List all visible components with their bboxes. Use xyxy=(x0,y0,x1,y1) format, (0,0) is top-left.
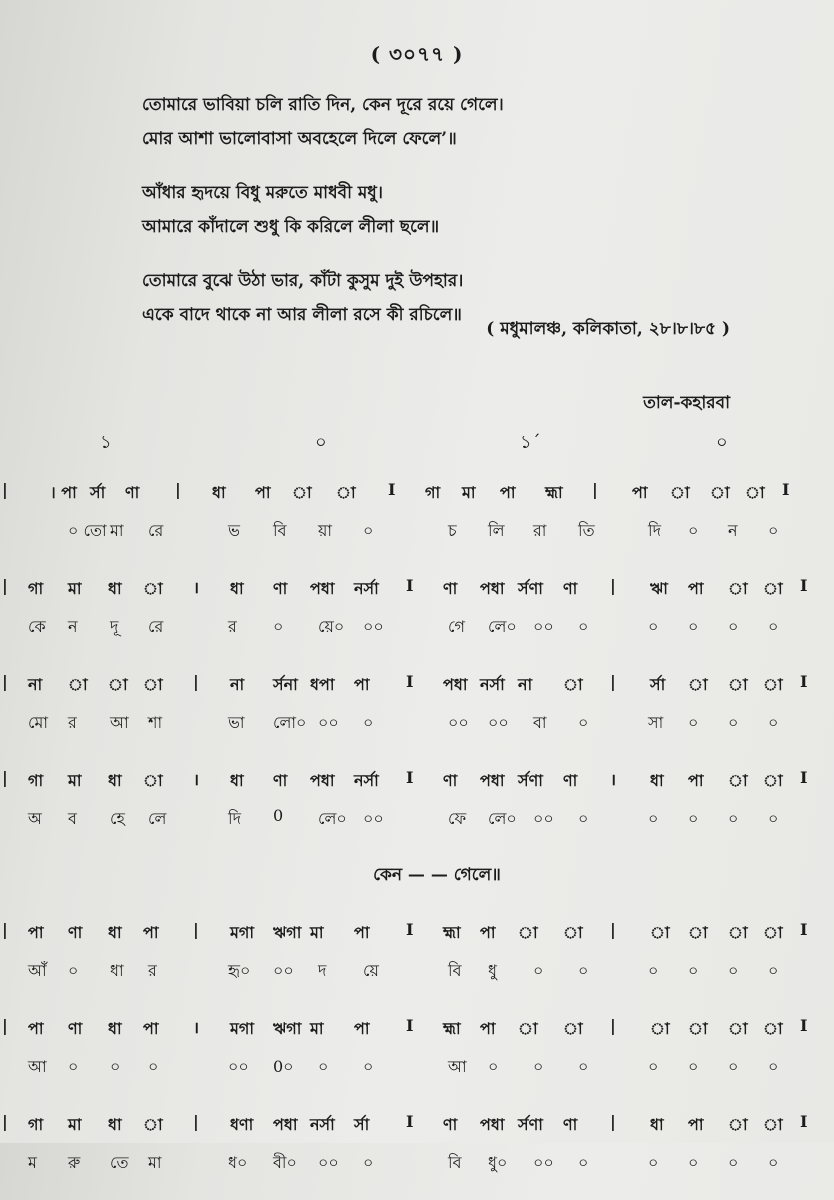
swara-note: গা xyxy=(28,1115,44,1134)
swara-note: ণা xyxy=(563,1115,578,1134)
syllable: ভ xyxy=(228,521,240,540)
swara-note: া xyxy=(763,579,783,598)
swara-note: । xyxy=(193,770,200,789)
syllable: গে xyxy=(448,617,465,636)
syllable: ০ xyxy=(728,713,739,732)
swara-note: া xyxy=(763,923,783,942)
syllable: মা xyxy=(110,521,124,540)
swara-note: া xyxy=(763,1115,783,1134)
syllable: দ xyxy=(318,961,327,980)
swara-note: না xyxy=(28,675,43,694)
swara-note: ঋগা xyxy=(273,923,302,942)
swara-note: না xyxy=(518,675,533,694)
swara-note: া xyxy=(336,483,356,502)
swara-row xyxy=(0,912,834,950)
swara-note: I xyxy=(800,1016,808,1035)
swara-note: ণা xyxy=(563,771,578,790)
lyric-stanza xyxy=(142,176,762,244)
syllable: ০ xyxy=(578,1153,589,1172)
syllable: ০ xyxy=(363,521,374,540)
bar-line: | xyxy=(2,920,8,939)
swara-note: । xyxy=(193,578,200,597)
syllable: ০ xyxy=(578,713,589,732)
swara-note: ধা xyxy=(230,771,244,790)
bar-line: | xyxy=(2,1112,8,1131)
syllable: ধ০ xyxy=(228,1153,248,1172)
refrain-line: কেন — — গেলে॥ xyxy=(373,865,501,885)
syllable: আ xyxy=(28,1057,47,1076)
syllable-row xyxy=(0,950,834,986)
syllable: ০০ xyxy=(533,1153,554,1172)
syllable: ০ xyxy=(768,809,779,828)
syllable: ০ xyxy=(68,1057,79,1076)
swara-note: | xyxy=(193,920,199,939)
bar-line: | xyxy=(2,768,8,787)
syllable: ০ xyxy=(648,961,659,980)
syllable: ০ xyxy=(273,617,284,636)
swara-note: ণা xyxy=(68,923,83,942)
syllable: বি xyxy=(448,961,462,980)
bar-line: | xyxy=(2,1016,8,1035)
swara-note: পা xyxy=(143,923,159,942)
swara-note: ণা xyxy=(563,579,578,598)
swara-note: পা xyxy=(500,483,516,502)
swara-note: ধা xyxy=(108,579,122,598)
syllable: ০০ xyxy=(533,809,554,828)
syllable: ০ xyxy=(533,1057,544,1076)
lyric-line: আমারে কাঁদালে শুধু কি করিলে লীলা ছলে॥ xyxy=(142,217,440,237)
syllable: ০ xyxy=(688,1153,699,1172)
swara-note: গা xyxy=(28,579,44,598)
syllable: ০০ xyxy=(318,1153,339,1172)
syllable: বা xyxy=(533,713,547,732)
swara-note: া xyxy=(518,923,538,942)
syllable: দি xyxy=(228,809,241,828)
swara-note: া xyxy=(650,1019,670,1038)
syllable: ০০ xyxy=(363,617,384,636)
lyric-line: তোমারে ভাবিয়া চলি রাতি দিন, কেন দূরে রয়ে গেলে। xyxy=(142,95,504,115)
swara-note: ণা xyxy=(68,1019,83,1038)
syllable: ০ xyxy=(688,961,699,980)
swara-row xyxy=(0,568,834,606)
syllable: ০ xyxy=(68,961,79,980)
syllable: বী০ xyxy=(273,1153,297,1172)
swara-note: ঋগা xyxy=(273,1019,302,1038)
swara-note: ণা xyxy=(273,771,288,790)
syllable: ০ xyxy=(768,713,779,732)
swara-note: া xyxy=(143,1115,163,1134)
swara-note: া xyxy=(143,579,163,598)
swara-note: পা xyxy=(354,1019,370,1038)
swara-note: গা xyxy=(28,771,44,790)
lyric-line: একে বাদে থাকে না আর লীলা রসে কী রচিলে॥ xyxy=(142,305,462,325)
swara-note: া xyxy=(650,923,670,942)
swara-note: পধা xyxy=(273,1115,298,1134)
syllable: লে০ xyxy=(488,809,517,828)
syllable: য়ে০ xyxy=(318,617,345,636)
swara-note: ধা xyxy=(108,1019,122,1038)
swara-note: পধা xyxy=(480,579,505,598)
swara-note: | xyxy=(610,576,616,595)
syllable-row xyxy=(0,798,834,834)
swara-note: ঋা xyxy=(650,579,668,598)
notation-block xyxy=(0,1008,834,1082)
swara-note: র্সণা xyxy=(518,771,543,790)
syllable: ভা xyxy=(228,713,245,732)
notation-block xyxy=(0,568,834,642)
syllable: ০০ xyxy=(228,1057,249,1076)
swara-note: | xyxy=(175,480,181,499)
syllable: ০ xyxy=(148,1057,159,1076)
swara-note: মা xyxy=(68,771,82,790)
swara-note: পা xyxy=(480,1019,496,1038)
swara-note: । xyxy=(610,770,617,789)
swara-note: পা xyxy=(28,923,44,942)
swara-note: া xyxy=(763,771,783,790)
syllable-row xyxy=(0,510,834,546)
swara-note: া xyxy=(728,1019,748,1038)
syllable: ধু xyxy=(488,961,497,980)
swara-note: ধণা xyxy=(230,1115,254,1134)
syllable: ০ xyxy=(768,521,779,540)
swara-note: I xyxy=(800,576,808,595)
syllable-row xyxy=(0,606,834,642)
swara-note: I xyxy=(782,480,790,499)
syllable: ০ xyxy=(728,617,739,636)
swara-note: ধা xyxy=(230,579,244,598)
swara-note: I xyxy=(388,480,396,499)
syllable: ০০ xyxy=(448,713,469,732)
syllable: ০ xyxy=(110,1057,121,1076)
tala-label: তাল-কহারবা xyxy=(643,393,730,413)
swara-note: র্সা xyxy=(354,1115,370,1134)
swara-note: ণা xyxy=(443,1115,458,1134)
swara-row xyxy=(0,472,834,510)
syllable: হৃ০ xyxy=(228,961,251,980)
syllable: তে xyxy=(110,1153,129,1172)
swara-note: পা xyxy=(143,1019,159,1038)
swara-note: | xyxy=(592,480,598,499)
swara-note: | xyxy=(610,920,616,939)
swara-note: ণা xyxy=(443,771,458,790)
syllable-row xyxy=(0,1142,834,1178)
swara-note: া xyxy=(292,483,312,502)
swara-note: পা xyxy=(28,1019,44,1038)
syllable: মো xyxy=(28,713,49,732)
syllable: বি xyxy=(448,1153,462,1172)
notation-block xyxy=(0,1104,834,1178)
swara-note: া xyxy=(728,923,748,942)
swara-note: া xyxy=(763,1019,783,1038)
swara-note: | xyxy=(610,1112,616,1131)
syllable: ০ xyxy=(728,961,739,980)
syllable: আ xyxy=(448,1057,467,1076)
syllable: ০ xyxy=(728,1153,739,1172)
syllable: ০ xyxy=(533,961,544,980)
syllable: তি xyxy=(578,521,595,540)
syllable: হে xyxy=(110,809,125,828)
swara-note: মা xyxy=(68,579,82,598)
syllable: ০ xyxy=(578,617,589,636)
syllable: ন xyxy=(728,521,738,540)
swara-row xyxy=(0,1008,834,1046)
swara-note: । পা xyxy=(50,483,77,502)
syllable: অ xyxy=(28,809,42,828)
syllable: ব xyxy=(68,809,77,828)
swara-note: ধপা xyxy=(310,675,335,694)
swara-note: া xyxy=(563,675,583,694)
syllable: ০ xyxy=(728,1057,739,1076)
swara-note: I xyxy=(800,672,808,691)
swara-note: I xyxy=(406,768,414,787)
syllable: লি xyxy=(488,521,505,540)
swara-note: না xyxy=(230,675,245,694)
syllable: ০ xyxy=(318,1057,329,1076)
syllable: র xyxy=(68,713,77,732)
syllable: ০ xyxy=(688,809,699,828)
swara-note: পা xyxy=(354,675,370,694)
syllable: দি xyxy=(648,521,661,540)
syllable: লে০ xyxy=(488,617,517,636)
syllable: ফে xyxy=(448,809,467,828)
syllable: ০ xyxy=(768,1057,779,1076)
swara-note: পধা xyxy=(480,771,505,790)
notation-block xyxy=(0,912,834,986)
notation-block xyxy=(0,472,834,546)
swara-note: ধা xyxy=(650,771,664,790)
bar-line: | xyxy=(2,576,8,595)
syllable: ০ xyxy=(578,1057,589,1076)
syllable: ০ xyxy=(688,1057,699,1076)
syllable: লো০ xyxy=(273,713,307,732)
swara-note: পা xyxy=(688,771,704,790)
bar-line: | xyxy=(2,672,8,691)
swara-note: ধা xyxy=(212,483,226,502)
beat-marker: ১´ xyxy=(520,432,541,453)
swara-note: I xyxy=(406,576,414,595)
song-number: ( ৩০৭৭ ) xyxy=(370,42,464,66)
notation-block xyxy=(0,664,834,738)
lyrics xyxy=(142,88,762,352)
swara-note: মগা xyxy=(230,923,255,942)
syllable: ম xyxy=(28,1153,37,1172)
syllable: সা xyxy=(648,713,664,732)
swara-note: র্সা xyxy=(650,675,666,694)
syllable: চ xyxy=(448,521,457,540)
swara-note: ণা xyxy=(125,483,140,502)
syllable: আ xyxy=(110,713,129,732)
syllable: ধা xyxy=(110,961,124,980)
swara-note: মা xyxy=(310,1019,324,1038)
source-credit: ( মধুমালঞ্চ, কলিকাতা, ২৮।৮।৮৫ ) xyxy=(486,319,730,339)
swara-note: া xyxy=(143,771,163,790)
swara-note: পধা xyxy=(443,675,468,694)
syllable: য়া xyxy=(318,521,333,540)
syllable: দূ xyxy=(110,617,119,636)
syllable: ০ xyxy=(648,1057,659,1076)
syllable: ০০ xyxy=(363,809,384,828)
swara-row xyxy=(0,760,834,798)
syllable: আঁ xyxy=(28,961,47,980)
swara-note: র্সা xyxy=(90,483,106,502)
swara-note: I xyxy=(406,1016,414,1035)
swara-note: I xyxy=(800,768,808,787)
swara-note: হ্মা xyxy=(443,1019,461,1038)
swara-note: হ্মা xyxy=(443,923,461,942)
swara-note: া xyxy=(728,771,748,790)
syllable: র xyxy=(228,617,237,636)
swara-note: হ্মা xyxy=(545,483,563,502)
swara-note: া xyxy=(108,675,128,694)
syllable: রা xyxy=(533,521,547,540)
swara-note: মগা xyxy=(230,1019,255,1038)
beat-marker: ০ xyxy=(716,432,728,453)
syllable: ০০ xyxy=(533,617,554,636)
swara-note: র্সণা xyxy=(518,579,543,598)
lyric-line: তোমারে বুঝে উঠা ভার, কাঁটা কুসুম দুই উপহার। xyxy=(142,271,464,291)
swara-note: র্সণা xyxy=(518,1115,543,1134)
syllable: ০ তো xyxy=(68,521,107,540)
swara-note: পা xyxy=(688,1115,704,1134)
swara-note: মা xyxy=(68,1115,82,1134)
swara-row xyxy=(0,1104,834,1142)
swara-note: I xyxy=(800,1112,808,1131)
lyric-stanza xyxy=(142,88,762,156)
swara-note: া xyxy=(518,1019,538,1038)
syllable: য়ে xyxy=(363,961,379,980)
swara-note: | xyxy=(610,672,616,691)
swara-note: ধা xyxy=(108,771,122,790)
swara-note: া xyxy=(710,483,730,502)
swara-note: নর্সা xyxy=(354,771,379,790)
swara-note: নর্সা xyxy=(354,579,379,598)
swara-note: ধা xyxy=(108,923,122,942)
beat-marker: ১ xyxy=(100,432,112,453)
syllable: ০ xyxy=(688,713,699,732)
swara-note: মা xyxy=(310,923,324,942)
swara-note: নর্সা xyxy=(310,1115,335,1134)
swara-note: া xyxy=(563,923,583,942)
syllable: কে xyxy=(28,617,46,636)
swara-note: া xyxy=(728,579,748,598)
swara-note: পা xyxy=(480,923,496,942)
syllable: রে xyxy=(148,617,164,636)
syllable: র xyxy=(148,961,157,980)
swara-note: পধা xyxy=(480,1115,505,1134)
syllable: ০ xyxy=(578,809,589,828)
syllable: ০০ xyxy=(488,713,509,732)
swara-note: া xyxy=(745,483,765,502)
syllable: ০ xyxy=(578,961,589,980)
lyric-line: মোর আশা ভালোবাসা অবহেলে দিলে ফেলে’॥ xyxy=(142,129,457,149)
swara-note: ণা xyxy=(273,579,288,598)
syllable: ০ xyxy=(488,1057,499,1076)
swara-note: | xyxy=(193,672,199,691)
syllable: ০ xyxy=(768,617,779,636)
syllable: ০০ xyxy=(273,961,294,980)
beat-markers xyxy=(0,428,834,456)
syllable-row xyxy=(0,1046,834,1082)
syllable: ০ xyxy=(363,1153,374,1172)
swara-note: | xyxy=(193,1112,199,1131)
swara-note: া xyxy=(68,675,88,694)
swara-note: ধা xyxy=(650,1115,664,1134)
syllable: মা xyxy=(148,1153,162,1172)
syllable: ০ xyxy=(363,713,374,732)
swara-note: ণা xyxy=(443,579,458,598)
swara-note: গা xyxy=(425,483,441,502)
swara-note: I xyxy=(406,920,414,939)
syllable: বি xyxy=(273,521,287,540)
swara-note: পধা xyxy=(310,579,335,598)
syllable: ০০ xyxy=(318,713,339,732)
swara-note: I xyxy=(406,1112,414,1131)
syllable: ০ xyxy=(648,809,659,828)
syllable: ০ xyxy=(363,1057,374,1076)
syllable: ন xyxy=(68,617,78,636)
swara-note: পা xyxy=(688,579,704,598)
syllable: ধু০ xyxy=(488,1153,508,1172)
syllable: লে xyxy=(148,809,167,828)
swara-note: পা xyxy=(354,923,370,942)
syllable: 0০ xyxy=(273,1057,294,1076)
swara-note: া xyxy=(688,923,708,942)
lyric-line: আঁধার হৃদয়ে বিধু মরুতে মাধবী মধু। xyxy=(142,183,383,203)
swara-note: পধা xyxy=(310,771,335,790)
swara-note: I xyxy=(406,672,414,691)
syllable: ০ xyxy=(728,809,739,828)
swara-note: । xyxy=(193,1018,200,1037)
syllable: ০ xyxy=(688,617,699,636)
swara-note: া xyxy=(670,483,690,502)
syllable: ০ xyxy=(768,1153,779,1172)
bar-line: | xyxy=(2,480,8,499)
beat-marker: ০ xyxy=(315,432,327,453)
notation xyxy=(0,472,834,1200)
swara-note: I xyxy=(800,920,808,939)
swara-note: া xyxy=(763,675,783,694)
syllable: রে xyxy=(148,521,164,540)
syllable-row xyxy=(0,702,834,738)
swara-note: পা xyxy=(632,483,648,502)
syllable: ০ xyxy=(648,617,659,636)
syllable: রু xyxy=(68,1153,81,1172)
swara-note: পা xyxy=(255,483,271,502)
swara-note: | xyxy=(610,1016,616,1035)
swara-note: া xyxy=(688,675,708,694)
syllable: শা xyxy=(148,713,163,732)
syllable: 0 xyxy=(273,806,284,825)
syllable: ০ xyxy=(768,961,779,980)
notation-block xyxy=(0,760,834,834)
swara-note: া xyxy=(688,1019,708,1038)
syllable: ০ xyxy=(648,1153,659,1172)
swara-note: মা xyxy=(462,483,476,502)
swara-note: র্সনা xyxy=(273,675,298,694)
swara-note: নর্সা xyxy=(480,675,505,694)
swara-row xyxy=(0,664,834,702)
swara-note: া xyxy=(563,1019,583,1038)
swara-note: া xyxy=(728,1115,748,1134)
syllable: ০ xyxy=(688,521,699,540)
swara-note: া xyxy=(728,675,748,694)
syllable: লে০ xyxy=(318,809,347,828)
swara-note: ধা xyxy=(108,1115,122,1134)
swara-note: া xyxy=(143,675,163,694)
